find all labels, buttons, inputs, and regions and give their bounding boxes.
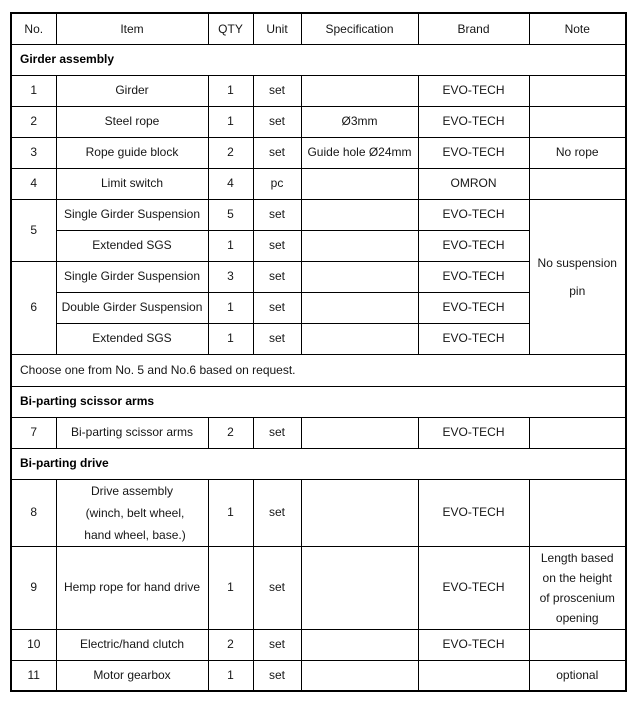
cell-item: Girder xyxy=(56,75,208,106)
col-header-note: Note xyxy=(529,13,626,44)
cell-unit: set xyxy=(253,261,301,292)
col-header-spec: Specification xyxy=(301,13,418,44)
cell-spec xyxy=(301,546,418,629)
cell-qty: 1 xyxy=(208,546,253,629)
cell-spec xyxy=(301,323,418,354)
interlude-text: Choose one from No. 5 and No.6 based on request. xyxy=(11,354,626,386)
cell-unit: set xyxy=(253,660,301,691)
cell-brand: EVO-TECH xyxy=(418,230,529,261)
cell-qty: 5 xyxy=(208,199,253,230)
cell-note xyxy=(529,168,626,199)
cell-qty: 1 xyxy=(208,660,253,691)
section-title: Bi-parting scissor arms xyxy=(11,386,626,417)
cell-spec xyxy=(301,230,418,261)
cell-unit: set xyxy=(253,479,301,546)
cell-unit: set xyxy=(253,106,301,137)
cell-unit: set xyxy=(253,75,301,106)
cell-spec xyxy=(301,75,418,106)
table-row xyxy=(11,660,626,691)
cell-no: 7 xyxy=(11,417,56,448)
table-row xyxy=(11,106,626,137)
cell-item: Motor gearbox xyxy=(56,660,208,691)
col-header-unit: Unit xyxy=(253,13,301,44)
cell-note xyxy=(529,106,626,137)
cell-item: Limit switch xyxy=(56,168,208,199)
cell-item: Hemp rope for hand drive xyxy=(56,546,208,629)
col-header-brand: Brand xyxy=(418,13,529,44)
cell-item: Rope guide block xyxy=(56,137,208,168)
cell-brand: EVO-TECH xyxy=(418,323,529,354)
cell-item: Bi-parting scissor arms xyxy=(56,417,208,448)
cell-spec xyxy=(301,292,418,323)
cell-no: 3 xyxy=(11,137,56,168)
table-row xyxy=(11,479,626,546)
cell-no: 4 xyxy=(11,168,56,199)
cell-qty: 2 xyxy=(208,137,253,168)
cell-no: 11 xyxy=(11,660,56,691)
section-bi-parting-drive xyxy=(11,448,626,479)
cell-note xyxy=(529,546,626,629)
cell-note: optional xyxy=(529,660,626,691)
cell-unit: set xyxy=(253,546,301,629)
cell-qty: 1 xyxy=(208,323,253,354)
note-line: pin xyxy=(569,283,586,298)
cell-spec xyxy=(301,660,418,691)
cell-spec xyxy=(301,479,418,546)
note-line: on the height xyxy=(542,570,612,585)
col-header-qty: QTY xyxy=(208,13,253,44)
cell-spec xyxy=(301,261,418,292)
cell-unit: set xyxy=(253,199,301,230)
note-line: No suspension xyxy=(537,255,617,270)
cell-item: Double Girder Suspension xyxy=(56,292,208,323)
table-row xyxy=(11,629,626,660)
item-line: hand wheel, base.) xyxy=(84,527,186,542)
cell-brand: EVO-TECH xyxy=(418,629,529,660)
cell-item: Extended SGS xyxy=(56,323,208,354)
cell-brand: EVO-TECH xyxy=(418,199,529,230)
cell-item: Extended SGS xyxy=(56,230,208,261)
cell-brand: EVO-TECH xyxy=(418,417,529,448)
cell-unit: set xyxy=(253,230,301,261)
cell-no: 8 xyxy=(11,479,56,546)
cell-qty: 1 xyxy=(208,106,253,137)
cell-unit: set xyxy=(253,417,301,448)
col-header-no: No. xyxy=(11,13,56,44)
cell-unit: set xyxy=(253,323,301,354)
cell-spec: Ø3mm xyxy=(301,106,418,137)
section-title: Bi-parting drive xyxy=(11,448,626,479)
table-row xyxy=(11,417,626,448)
cell-qty: 1 xyxy=(208,292,253,323)
cell-brand: EVO-TECH xyxy=(418,479,529,546)
header-row xyxy=(11,13,626,44)
cell-qty: 3 xyxy=(208,261,253,292)
section-bi-parting-scissor-arms xyxy=(11,386,626,417)
cell-note xyxy=(529,417,626,448)
cell-brand: EVO-TECH xyxy=(418,546,529,629)
cell-qty: 1 xyxy=(208,479,253,546)
cell-spec xyxy=(301,168,418,199)
section-girder-assembly xyxy=(11,44,626,75)
table-row xyxy=(11,546,626,629)
cell-brand: EVO-TECH xyxy=(418,261,529,292)
section-title: Girder assembly xyxy=(11,44,626,75)
cell-note-group-5-6 xyxy=(529,199,626,354)
cell-item: Steel rope xyxy=(56,106,208,137)
note-line: of proscenium xyxy=(539,590,615,605)
cell-unit: pc xyxy=(253,168,301,199)
cell-no: 1 xyxy=(11,75,56,106)
interlude-row xyxy=(11,354,626,386)
cell-brand xyxy=(418,660,529,691)
cell-spec: Guide hole Ø24mm xyxy=(301,137,418,168)
cell-brand: EVO-TECH xyxy=(418,292,529,323)
cell-spec xyxy=(301,199,418,230)
cell-no-group-6: 6 xyxy=(11,261,56,354)
cell-spec xyxy=(301,629,418,660)
cell-no: 9 xyxy=(11,546,56,629)
cell-brand: EVO-TECH xyxy=(418,137,529,168)
cell-unit: set xyxy=(253,137,301,168)
item-line: Drive assembly xyxy=(90,483,174,498)
cell-item xyxy=(56,479,208,546)
cell-brand: OMRON xyxy=(418,168,529,199)
cell-item: Single Girder Suspension xyxy=(56,199,208,230)
cell-note xyxy=(529,479,626,546)
cell-note xyxy=(529,629,626,660)
note-line: Length based xyxy=(540,550,614,565)
cell-item: Electric/hand clutch xyxy=(56,629,208,660)
cell-item: Single Girder Suspension xyxy=(56,261,208,292)
item-line: (winch, belt wheel, xyxy=(85,505,185,520)
table-row xyxy=(11,199,626,230)
cell-brand: EVO-TECH xyxy=(418,75,529,106)
cell-note: No rope xyxy=(529,137,626,168)
table-row xyxy=(11,137,626,168)
table-row xyxy=(11,75,626,106)
cell-no: 2 xyxy=(11,106,56,137)
col-header-item: Item xyxy=(56,13,208,44)
cell-qty: 1 xyxy=(208,75,253,106)
cell-note xyxy=(529,75,626,106)
note-line: opening xyxy=(555,610,599,625)
cell-unit: set xyxy=(253,292,301,323)
cell-qty: 2 xyxy=(208,417,253,448)
cell-no-group-5: 5 xyxy=(11,199,56,261)
parts-table xyxy=(10,12,627,692)
table-row xyxy=(11,168,626,199)
cell-brand: EVO-TECH xyxy=(418,106,529,137)
cell-qty: 2 xyxy=(208,629,253,660)
cell-spec xyxy=(301,417,418,448)
cell-qty: 1 xyxy=(208,230,253,261)
cell-qty: 4 xyxy=(208,168,253,199)
cell-unit: set xyxy=(253,629,301,660)
cell-no: 10 xyxy=(11,629,56,660)
